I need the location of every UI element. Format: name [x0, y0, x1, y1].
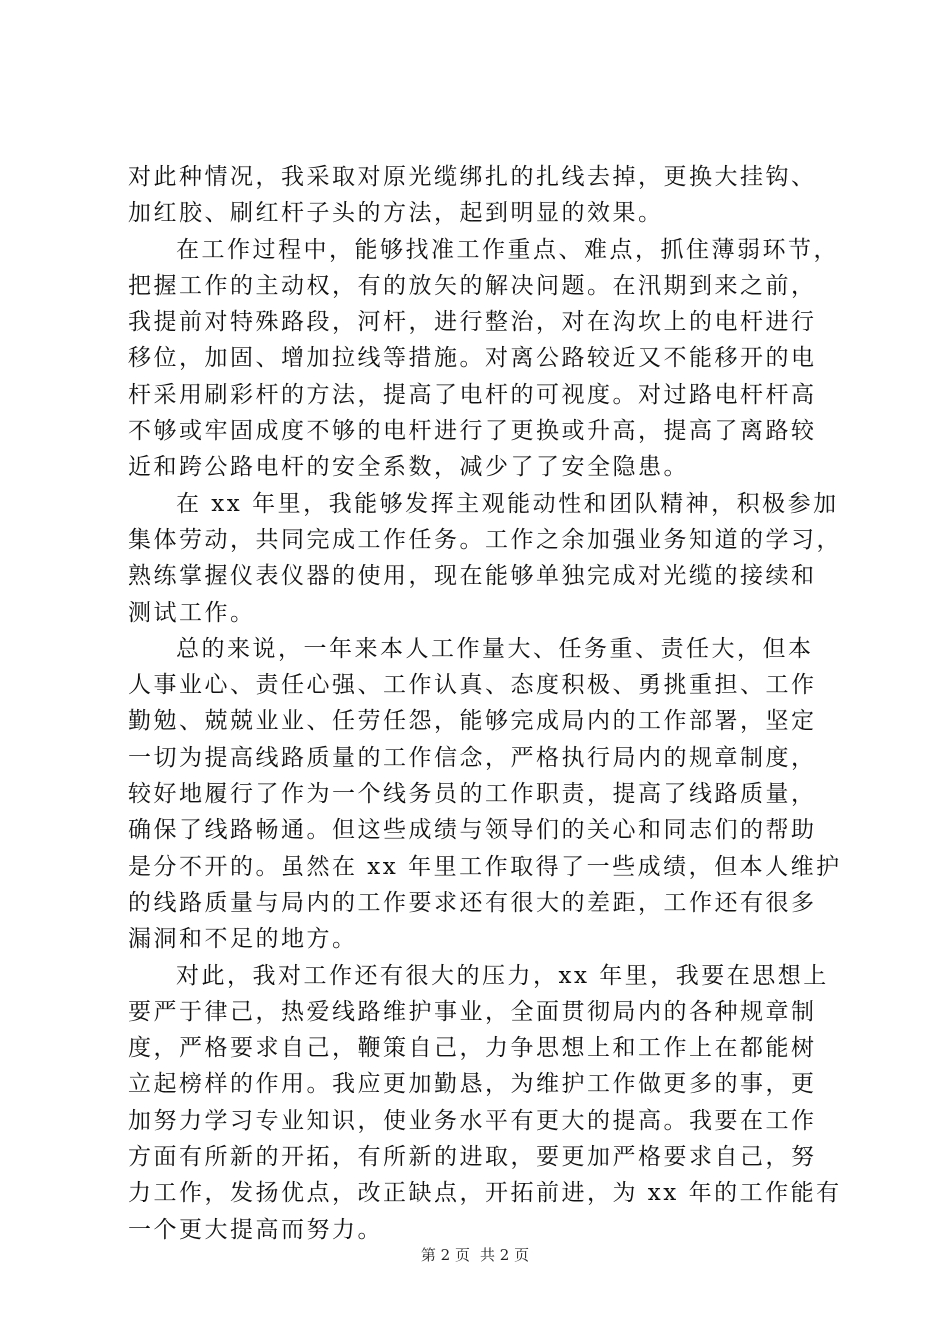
body-line: 移位，加固、增加拉线等措施。对离公路较近又不能移开的电: [128, 345, 817, 372]
body-line: 人事业心、责任心强、工作认真、态度积极、勇挑重担、工作: [128, 672, 817, 699]
body-line: 漏洞和不足的地方。: [128, 926, 358, 953]
body-line: 加努力学习专业知识，使业务水平有更大的提高。我要在工作: [128, 1107, 817, 1134]
body-line: 方面有所新的开拓，有所新的进取，要更加严格要求自己，努: [128, 1144, 817, 1171]
body-line: 把握工作的主动权，有的放矢的解决问题。在汛期到来之前，: [128, 272, 817, 299]
body-line: 勤勉、兢兢业业、任劳任怨，能够完成局内的工作部署，坚定: [128, 708, 817, 735]
body-line: 度，严格要求自己，鞭策自己，力争思想上和工作上在都能树: [128, 1035, 817, 1062]
body-line: 是分不开的。虽然在 xx 年里工作取得了一些成绩，但本人维护: [128, 853, 842, 880]
body-line: 集体劳动，共同完成工作任务。工作之余加强业务知道的学习，: [128, 526, 842, 553]
paragraph-first-line: 总的来说，一年来本人工作量大、任务重、责任大，但本: [176, 635, 814, 662]
page-total: 共 2 页: [480, 1246, 530, 1264]
body-line: 测试工作。: [128, 599, 256, 626]
body-line: 确保了线路畅通。但这些成绩与领导们的关心和同志们的帮助: [128, 817, 817, 844]
body-line: 较好地履行了作为一个线务员的工作职责，提高了线路质量，: [128, 781, 817, 808]
body-line: 的线路质量与局内的工作要求还有很大的差距，工作还有很多: [128, 889, 817, 916]
body-line: 要严于律己，热爱线路维护事业，全面贯彻局内的各种规章制: [128, 998, 817, 1025]
page-footer: [0, 1245, 950, 1265]
body-line: 一个更大提高而努力。: [128, 1216, 383, 1243]
body-line: 力工作，发扬优点，改正缺点，开拓前进，为 xx 年的工作能有: [128, 1180, 842, 1207]
body-line: 立起榜样的作用。我应更加勤恳，为维护工作做更多的事，更: [128, 1071, 817, 1098]
body-line: 对此种情况，我采取对原光缆绑扎的扎线去掉，更换大挂钩、: [128, 164, 817, 190]
paragraph-first-line: 在工作过程中，能够找准工作重点、难点，抓住薄弱环节，: [176, 236, 839, 263]
body-line: 杆采用刷彩杆的方法，提高了电杆的可视度。对过路电杆杆高: [128, 381, 817, 408]
body-line: 近和跨公路电杆的安全系数，减少了了安全隐患。: [128, 454, 689, 481]
body-line: 不够或牢固成度不够的电杆进行了更换或升高，提高了离路较: [128, 418, 817, 445]
paragraph-first-line: 对此，我对工作还有很大的压力，xx 年里，我要在思想上: [176, 962, 829, 989]
body-line: 我提前对特殊路段，河杆，进行整治，对在沟坎上的电杆进行: [128, 309, 817, 336]
page-number: 第 2 页: [420, 1246, 470, 1264]
document-body: [128, 159, 840, 1248]
body-line: 熟练掌握仪表仪器的使用，现在能够单独完成对光缆的接续和: [128, 563, 817, 590]
body-line: 加红胶、刷红杆子头的方法，起到明显的效果。: [128, 200, 664, 227]
body-line: 一切为提高线路质量的工作信念，严格执行局内的规章制度，: [128, 744, 817, 771]
paragraph-first-line: 在 xx 年里，我能够发挥主观能动性和团队精神，积极参加: [176, 490, 839, 517]
